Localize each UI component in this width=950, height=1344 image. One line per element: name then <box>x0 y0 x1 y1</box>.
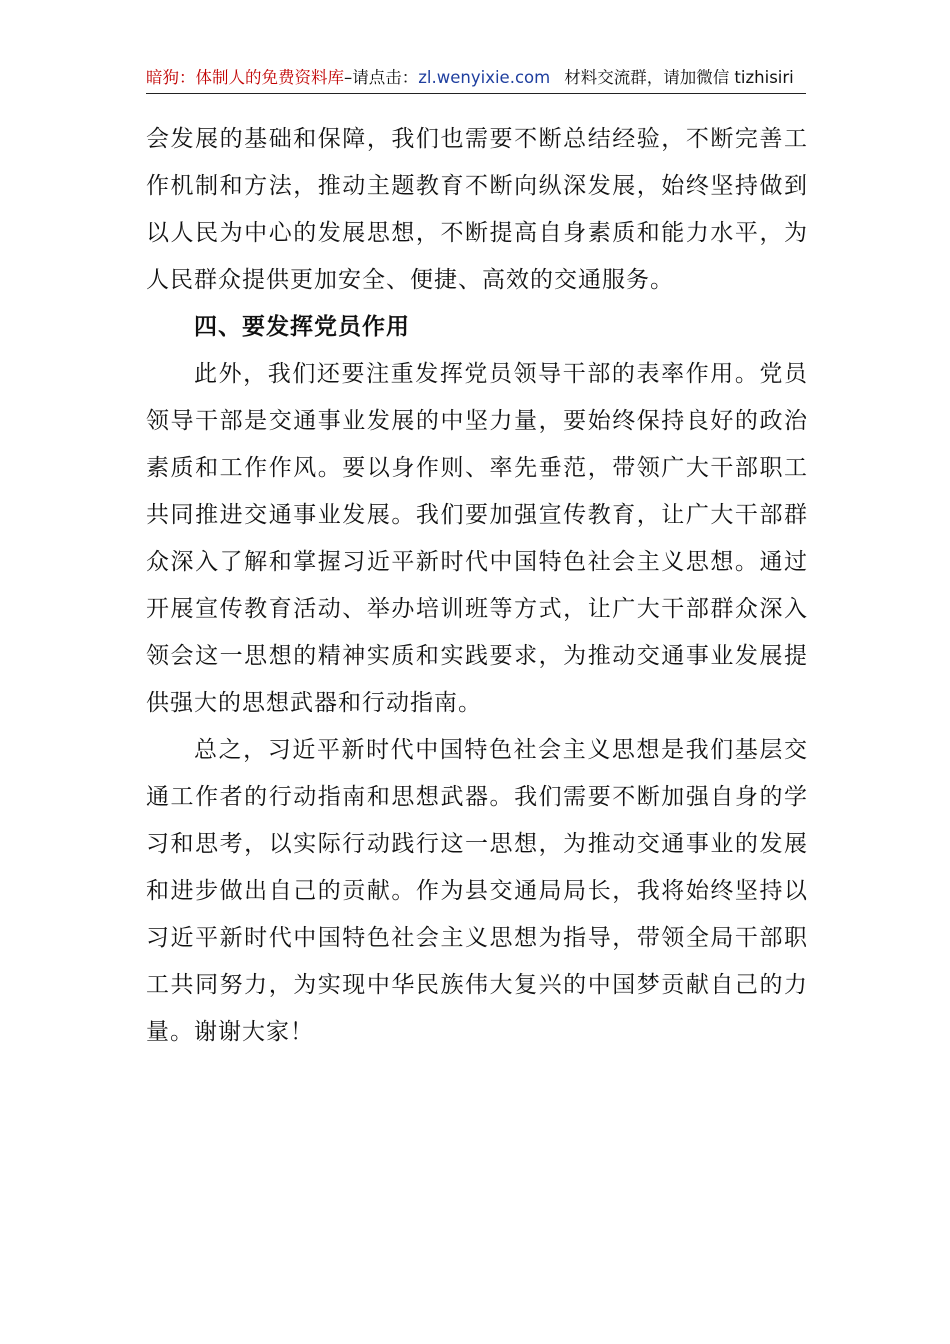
paragraph-conclusion: 总之，习近平新时代中国特色社会主义思想是我们基层交通工作者的行动指南和思想武器。我们需要不断加强自身的学习和思考，以实际行动践行这一思想，为推动交通事业的发展和进步做出自己的贡献。作为县交通局局长，我将始终坚持以习近平新时代中国特色社会主义思想为指导，带领全局干部职工共同努力，为实现中华民族伟大复兴的中国梦贡献自己的力量。谢谢大家！ <box>146 737 808 1045</box>
header-click-prompt: –请点击： <box>344 68 419 87</box>
document-body <box>146 116 808 1056</box>
header-brand: 暗狗：体制人的免费资料库 <box>146 68 344 87</box>
paragraph-section-4: 此外，我们还要注重发挥党员领导干部的表率作用。党员领导干部是交通事业发展的中坚力量，要始终保持良好的政治素质和工作作风。要以身作则、率先垂范，带领广大干部职工共同推进交通事业发展。我们要加强宣传教育，让广大干部群众深入了解和掌握习近平新时代中国特色社会主义思想。通过开展宣传教育活动、举办培训班等方式，让广大干部群众深入领会这一思想的精神实质和实践要求，为推动交通事业发展提供强大的思想武器和行动指南。 <box>146 361 808 716</box>
section-heading-4: 四、要发挥党员作用 <box>194 314 410 340</box>
page-header <box>146 62 806 94</box>
header-wechat-note: 材料交流群，请加微信 tizhisiri <box>564 68 794 87</box>
paragraph-continued: 会发展的基础和保障，我们也需要不断总结经验，不断完善工作机制和方法，推动主题教育不断向纵深发展，始终坚持做到以人民为中心的发展思想，不断提高自身素质和能力水平，为人民群众提供更加安全、便捷、高效的交通服务。 <box>146 126 808 293</box>
header-url-link[interactable]: zl.wenyixie.com <box>418 68 551 87</box>
